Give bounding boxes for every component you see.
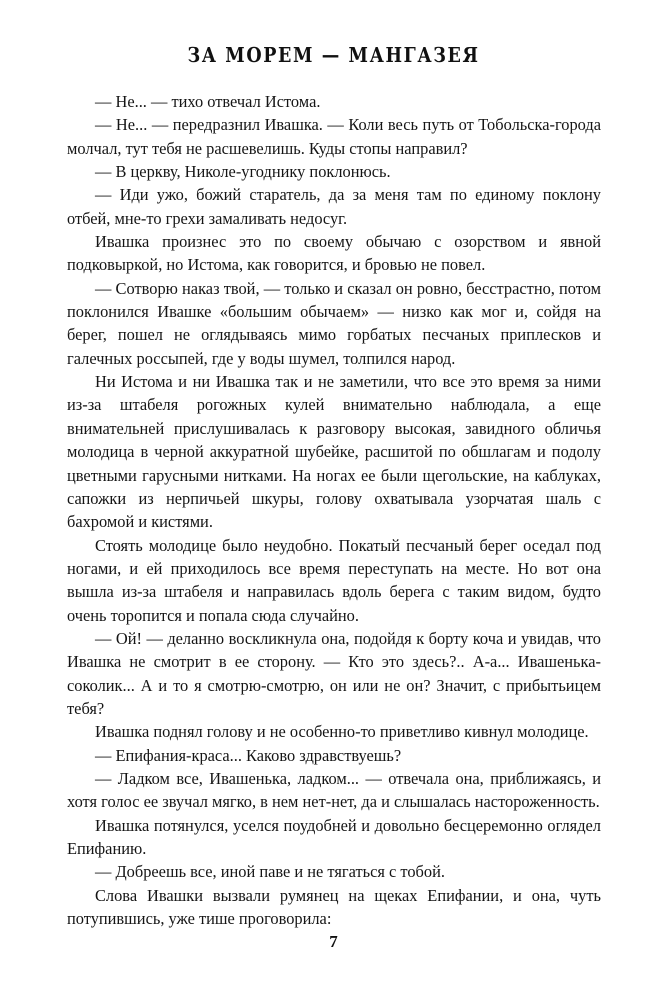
body-paragraph: — Не... — тихо отвечал Истома. — [95, 92, 321, 111]
body-paragraph: Ни Истома и ни Ивашка так и не заметили, что все это время за ними из-за штабеля рогожных кулей внимательно наблюдала, а еще внимательней прислушивалась к разговору высокая, завидного обличья молодица в черной аккуратной шубейке, расшитой по обшлагам и подолу цветными гарусными нитками. На ногах ее были щегольские, на каблуках, сапожки из нерпичьей шкуры, голову охватывала узорчатая шаль с бахромой и кистями. — [67, 372, 601, 532]
body-paragraph: — Иди ужо, божий старатель, да за меня там по единому поклону отбей, мне-то грехи замаливать недосуг. — [67, 185, 601, 228]
body-paragraph: Ивашка потянулся, уселся поудобней и довольно бесцеремонно оглядел Епифанию. — [67, 815, 601, 858]
page-body-text — [67, 90, 601, 930]
body-paragraph: — Сотворю наказ твой, — только и сказал он ровно, бесстрастно, потом поклонился Ивашке «большим обычаем» — низко как мог и, сойдя на берег, пошел не оглядываясь мимо горбатых песчаных приплесков и галечных россыпей, где у воды шумел, толпился народ. — [67, 278, 601, 368]
body-paragraph: — Ладком все, Ивашенька, ладком... — отвечала она, приближаясь, и хотя голос ее звучал мягко, в нем нет-нет, да и слышалась настороженность. — [67, 768, 601, 812]
running-head-chapter-title: ЗА МОРЕМ — МАНГАЗЕЯ — [187, 43, 480, 68]
body-paragraph: — Не... — передразнил Ивашка. — Коли весь путь от Тобольска-города молчал, тут тебя не расшевелишь. Куды стопы направил? — [67, 115, 601, 158]
body-paragraph: — Епифания-краса... Каково здравствуешь? — [95, 745, 402, 765]
body-paragraph: — В церкву, Николе-угоднику поклонюсь. — [95, 162, 391, 182]
body-paragraph: Ивашка произнес это по своему обычаю с озорством и явной подковыркой, но Истома, как говорится, и бровью не повел. — [67, 232, 601, 275]
body-paragraph: — Добреешь все, иной паве и не тягаться с тобой. — [95, 862, 445, 882]
body-paragraph: Слова Ивашки вызвали румянец на щеках Епифании, и она, чуть потупившись, уже тише проговорила: — [67, 885, 601, 929]
body-paragraph: Стоять молодице было неудобно. Покатый песчаный берег оседал под ногами, и ей приходилось все время переступать на месте. Но вот она вышла из-за штабеля и направилась вдоль берега с таким видом, будто очень торопится и попала сюда случайно. — [67, 535, 601, 625]
body-paragraph: — Ой! — деланно воскликнула она, подойдя к борту коча и увидав, что Ивашка не смотрит в ее сторону. — Кто это здесь?.. А-а... Ивашенька-соколик... А и то я смотрю-смотрю, он или не он? Значит, с прибытьицем тебя? — [67, 628, 601, 718]
body-paragraph: Ивашка поднял голову и не особенно-то приветливо кивнул молодице. — [95, 722, 589, 742]
page-number: 7 — [329, 932, 338, 951]
